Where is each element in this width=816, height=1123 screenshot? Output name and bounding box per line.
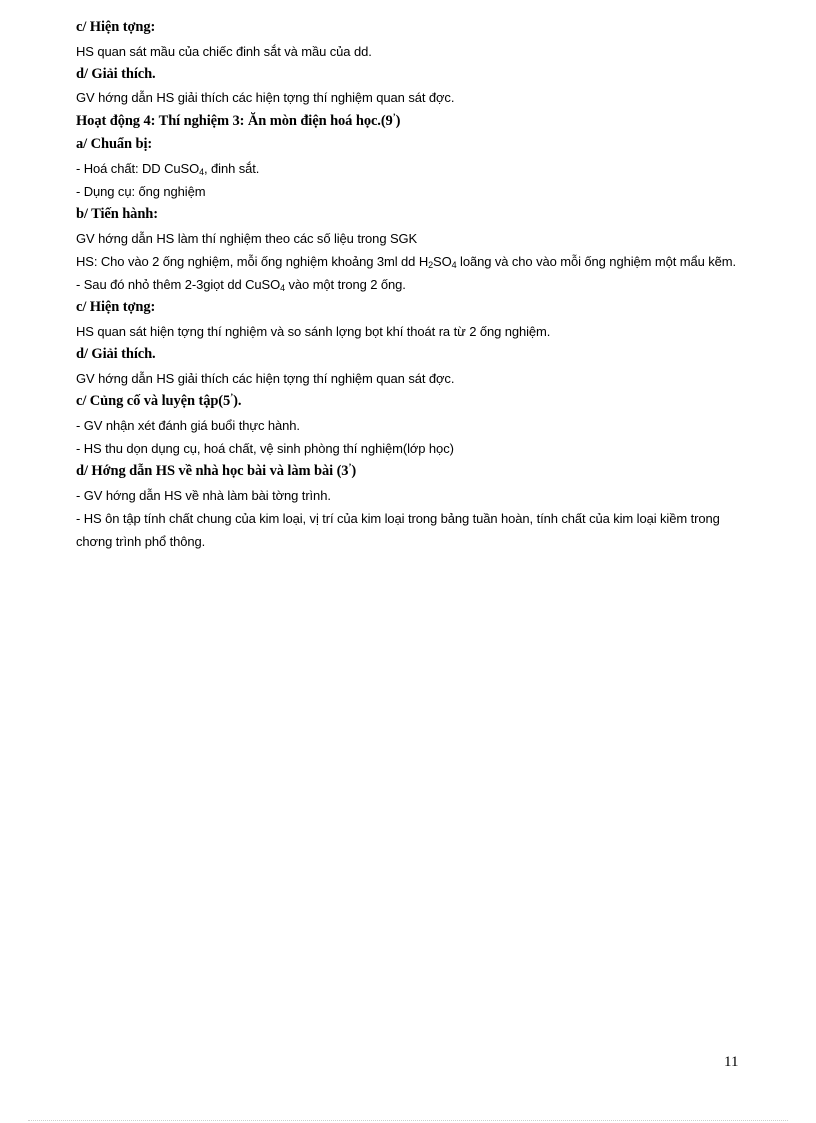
sau-do [76,273,744,296]
d-giai-thich-1-text: d/ Giải thích. [76,65,156,82]
hoa-chat-after: , đinh sắt. [204,160,260,176]
sau-do-sub: 4 [280,283,286,294]
hs-cho-vao-after: loãng và cho vào mỗi ống nghiệm một mẩu kẽm. [456,253,737,269]
gv-huong-dan-4-text: - GV hớng dẫn HS về nhà làm bài tờng trình. [76,487,331,503]
gv-huong-dan-1 [76,86,744,109]
a-chuan-bi [76,133,744,157]
d-huong-dan [76,460,744,484]
hs-quan-sat-hien-tuong [76,320,744,343]
d-huong-dan-sup: ’ [348,461,352,472]
d-giai-thich-2 [76,343,744,367]
hs-thu-don [76,437,744,460]
dung-cu [76,180,744,203]
gv-huong-dan-1-text: GV hớng dẫn HS giải thích các hiện tợng thí nghiệm quan sát đợc. [76,90,455,106]
c-cung-co-text: c/ Củng cố và luyện tập(5 [76,392,231,409]
c-cung-co-sup: ’ [230,391,234,402]
hoa-chat-sub: 4 [199,166,204,177]
hoa-chat-text: - Hoá chất: DD CuSO [76,160,200,176]
c-cung-co [76,390,744,414]
d-giai-thich-1 [76,63,744,87]
d-giai-thich-2-text: d/ Giải thích. [76,346,156,363]
hs-cho-vao [76,250,744,273]
hoat-dong-4 [76,110,744,134]
c-hien-tuong-2-text: c/ Hiện tợng: [76,299,156,316]
gv-nhan-xet-text: - GV nhận xét đánh giá buổi thực hành. [76,417,300,433]
hs-on-tap [76,507,744,553]
sau-do-after: vào một trong 2 ống. [285,277,406,293]
b-tien-hanh [76,203,744,227]
hs-quan-sat-mau [76,40,744,63]
b-tien-hanh-text: b/ Tiến hành: [76,206,158,223]
hs-thu-don-text: - HS thu dọn dụng cụ, hoá chất, vệ sinh phòng thí nghiệm(lớp học) [76,440,454,456]
sau-do-text: - Sau đó nhỏ thêm 2-3giọt dd CuSO [76,277,281,293]
c-hien-tuong-1-text: c/ Hiện tợng: [76,19,156,35]
hoat-dong-4-after: ) [395,112,401,129]
hs-quan-sat-mau-text: HS quan sát mầu của chiếc đinh sắt và mầu của dd. [76,43,372,59]
document-page [76,16,744,553]
gv-huong-dan-2-text: GV hớng dẫn HS làm thí nghiệm theo các số liệu trong SGK [76,230,418,246]
c-hien-tuong-2 [76,296,744,320]
a-chuan-bi-text: a/ Chuẩn bị: [76,136,153,153]
hs-cho-vao-sub2: 4 [451,259,457,270]
gv-nhan-xet [76,414,744,437]
c-cung-co-after: ). [233,392,242,409]
c-hien-tuong-1 [76,16,744,40]
hoat-dong-4-text: Hoạt động 4: Thí nghiệm 3: Ăn mòn điện hoá học.(9 [76,112,393,129]
dung-cu-text: - Dụng cụ: ống nghiệm [76,183,206,199]
d-huong-dan-after: ) [351,462,357,479]
hs-cho-vao-text: HS: Cho vào 2 ống nghiệm, mỗi ống nghiệm khoảng 3ml dd H [76,253,429,269]
hs-on-tap-text: - HS ôn tập tính chất chung của kim loại, vị trí của kim loại trong bảng tuần hoàn, tính chất của kim loại kiềm trong chơng trình phổ thông. [76,510,720,549]
page-number: 11 [724,1054,739,1070]
gv-huong-dan-4 [76,484,744,507]
gv-huong-dan-3 [76,367,744,390]
hs-cho-vao-mid: SO [433,253,452,269]
gv-huong-dan-3-text: GV hớng dẫn HS giải thích các hiện tợng thí nghiệm quan sát đợc. [76,370,455,386]
footer-divider [28,1120,788,1121]
hoat-dong-4-sup: ’ [392,111,396,122]
hoa-chat [76,157,744,180]
hs-quan-sat-hien-tuong-text: HS quan sát hiện tợng thí nghiệm và so sánh lợng bọt khí thoát ra từ 2 ống nghiệm. [76,323,551,339]
d-huong-dan-text: d/ Hớng dẫn HS về nhà học bài và làm bài (3 [76,462,349,479]
hs-cho-vao-sub: 2 [428,259,434,270]
gv-huong-dan-2 [76,227,744,250]
